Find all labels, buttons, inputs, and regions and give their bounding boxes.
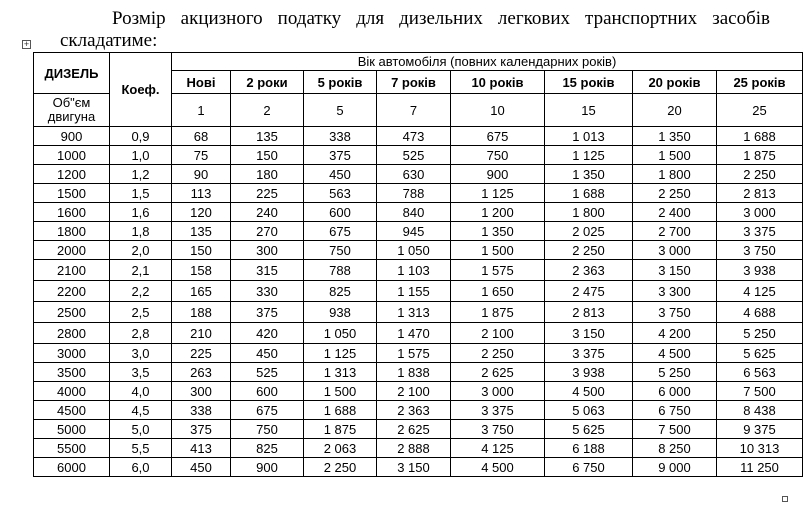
age-number-header: 1 — [172, 94, 231, 127]
tax-value-cell: 1 800 — [545, 203, 633, 222]
tax-value-cell: 300 — [172, 382, 231, 401]
tax-value-cell: 1 313 — [377, 302, 451, 323]
age-number-header: 2 — [231, 94, 304, 127]
age-label-header: 25 років — [717, 71, 803, 94]
tax-value-cell: 825 — [304, 281, 377, 302]
engine-volume-cell: 4500 — [34, 401, 110, 420]
tax-value-cell: 1 575 — [377, 344, 451, 363]
tax-value-cell: 188 — [172, 302, 231, 323]
tax-value-cell: 3 150 — [377, 458, 451, 477]
tax-value-cell: 2 363 — [377, 401, 451, 420]
tax-value-cell: 600 — [231, 382, 304, 401]
tax-value-cell: 420 — [231, 323, 304, 344]
tax-value-cell: 525 — [231, 363, 304, 382]
table-resize-handle-icon[interactable] — [782, 496, 788, 502]
tax-value-cell: 1 050 — [304, 323, 377, 344]
tax-value-cell: 900 — [451, 165, 545, 184]
table-row — [34, 382, 803, 401]
tax-value-cell: 900 — [231, 458, 304, 477]
tax-value-cell: 1 155 — [377, 281, 451, 302]
tax-value-cell: 3 750 — [451, 420, 545, 439]
tax-value-cell: 1 103 — [377, 260, 451, 281]
engine-volume-cell: 900 — [34, 127, 110, 146]
tax-value-cell: 4 125 — [717, 281, 803, 302]
tax-value-cell: 5 625 — [717, 344, 803, 363]
tax-value-cell: 2 100 — [451, 323, 545, 344]
tax-value-cell: 113 — [172, 184, 231, 203]
tax-value-cell: 6 750 — [545, 458, 633, 477]
tax-value-cell: 788 — [304, 260, 377, 281]
tax-value-cell: 75 — [172, 146, 231, 165]
tax-value-cell: 375 — [231, 302, 304, 323]
engine-volume-header: Об"єм двигуна — [34, 94, 110, 127]
tax-value-cell: 2 625 — [377, 420, 451, 439]
coefficient-header: Коеф. — [110, 53, 172, 127]
tax-value-cell: 68 — [172, 127, 231, 146]
tax-value-cell: 3 938 — [545, 363, 633, 382]
tax-value-cell: 4 688 — [717, 302, 803, 323]
vehicle-age-header: Вік автомобіля (повних календарних років) — [172, 53, 803, 71]
engine-volume-cell: 1600 — [34, 203, 110, 222]
table-row — [34, 439, 803, 458]
engine-volume-cell: 1800 — [34, 222, 110, 241]
tax-value-cell: 2 025 — [545, 222, 633, 241]
age-label-header: 15 років — [545, 71, 633, 94]
tax-value-cell: 2 250 — [633, 184, 717, 203]
tax-value-cell: 5 250 — [717, 323, 803, 344]
table-row — [34, 127, 803, 146]
tax-value-cell: 450 — [172, 458, 231, 477]
tax-value-cell: 1 838 — [377, 363, 451, 382]
tax-value-cell: 338 — [304, 127, 377, 146]
tax-value-cell: 1 200 — [451, 203, 545, 222]
tax-value-cell: 2 813 — [545, 302, 633, 323]
coefficient-cell: 1,5 — [110, 184, 172, 203]
tax-value-cell: 8 438 — [717, 401, 803, 420]
table-row — [34, 184, 803, 203]
tax-value-cell: 2 888 — [377, 439, 451, 458]
tax-value-cell: 1 688 — [717, 127, 803, 146]
coefficient-cell: 1,0 — [110, 146, 172, 165]
tax-value-cell: 135 — [231, 127, 304, 146]
tax-value-cell: 3 375 — [451, 401, 545, 420]
tax-value-cell: 1 875 — [451, 302, 545, 323]
coefficient-cell: 3,5 — [110, 363, 172, 382]
engine-volume-cell: 1200 — [34, 165, 110, 184]
tax-value-cell: 600 — [304, 203, 377, 222]
tax-value-cell: 450 — [231, 344, 304, 363]
age-number-header: 25 — [717, 94, 803, 127]
engine-volume-cell: 5500 — [34, 439, 110, 458]
tax-value-cell: 3 375 — [717, 222, 803, 241]
tax-value-cell: 1 350 — [451, 222, 545, 241]
age-label-header: 20 років — [633, 71, 717, 94]
tax-value-cell: 5 063 — [545, 401, 633, 420]
table-move-handle-icon[interactable]: + — [23, 39, 30, 49]
tax-value-cell: 6 188 — [545, 439, 633, 458]
tax-value-cell: 1 125 — [545, 146, 633, 165]
engine-volume-cell: 2200 — [34, 281, 110, 302]
engine-volume-cell: 6000 — [34, 458, 110, 477]
fuel-type-header: ДИЗЕЛЬ — [34, 53, 110, 94]
coefficient-cell: 2,0 — [110, 241, 172, 260]
excise-tax-table — [33, 52, 803, 477]
table-row — [34, 401, 803, 420]
age-label-header: 2 роки — [231, 71, 304, 94]
tax-value-cell: 1 500 — [633, 146, 717, 165]
age-label-header: 5 років — [304, 71, 377, 94]
tax-value-cell: 7 500 — [633, 420, 717, 439]
tax-value-cell: 1 688 — [545, 184, 633, 203]
tax-value-cell: 135 — [172, 222, 231, 241]
tax-value-cell: 3 000 — [717, 203, 803, 222]
table-row — [34, 302, 803, 323]
tax-value-cell: 2 700 — [633, 222, 717, 241]
table-row — [34, 203, 803, 222]
tax-value-cell: 675 — [304, 222, 377, 241]
engine-volume-cell: 1500 — [34, 184, 110, 203]
tax-value-cell: 825 — [231, 439, 304, 458]
coefficient-cell: 2,5 — [110, 302, 172, 323]
tax-value-cell: 525 — [377, 146, 451, 165]
coefficient-cell: 2,2 — [110, 281, 172, 302]
tax-value-cell: 375 — [172, 420, 231, 439]
tax-value-cell: 938 — [304, 302, 377, 323]
tax-value-cell: 225 — [172, 344, 231, 363]
tax-value-cell: 1 125 — [304, 344, 377, 363]
tax-value-cell: 1 800 — [633, 165, 717, 184]
tax-value-cell: 1 500 — [451, 241, 545, 260]
tax-value-cell: 2 813 — [717, 184, 803, 203]
table-row — [34, 323, 803, 344]
age-label-header: 7 років — [377, 71, 451, 94]
tax-value-cell: 473 — [377, 127, 451, 146]
table-row — [34, 241, 803, 260]
tax-value-cell: 90 — [172, 165, 231, 184]
table-row — [34, 222, 803, 241]
tax-value-cell: 3 150 — [545, 323, 633, 344]
tax-value-cell: 150 — [172, 241, 231, 260]
tax-value-cell: 300 — [231, 241, 304, 260]
tax-value-cell: 4 125 — [451, 439, 545, 458]
age-number-header: 20 — [633, 94, 717, 127]
tax-value-cell: 3 300 — [633, 281, 717, 302]
engine-volume-cell: 5000 — [34, 420, 110, 439]
table-row — [34, 420, 803, 439]
document-heading: Розмір акцизного податку для дизельних легкових транспортних засобів складатиме: — [60, 8, 770, 51]
table-row — [34, 363, 803, 382]
tax-value-cell: 788 — [377, 184, 451, 203]
tax-value-cell: 1 575 — [451, 260, 545, 281]
coefficient-cell: 1,8 — [110, 222, 172, 241]
tax-value-cell: 1 313 — [304, 363, 377, 382]
tax-value-cell: 1 350 — [545, 165, 633, 184]
tax-value-cell: 1 650 — [451, 281, 545, 302]
tax-value-cell: 3 750 — [717, 241, 803, 260]
coefficient-cell: 2,1 — [110, 260, 172, 281]
tax-value-cell: 8 250 — [633, 439, 717, 458]
tax-value-cell: 158 — [172, 260, 231, 281]
tax-value-cell: 210 — [172, 323, 231, 344]
tax-value-cell: 11 250 — [717, 458, 803, 477]
tax-value-cell: 6 750 — [633, 401, 717, 420]
tax-value-cell: 2 250 — [717, 165, 803, 184]
tax-value-cell: 225 — [231, 184, 304, 203]
table-row — [34, 165, 803, 184]
tax-value-cell: 3 375 — [545, 344, 633, 363]
coefficient-cell: 3,0 — [110, 344, 172, 363]
tax-value-cell: 2 363 — [545, 260, 633, 281]
tax-value-cell: 1 500 — [304, 382, 377, 401]
tax-value-cell: 4 500 — [633, 344, 717, 363]
coefficient-cell: 4,5 — [110, 401, 172, 420]
age-number-header: 7 — [377, 94, 451, 127]
tax-value-cell: 2 100 — [377, 382, 451, 401]
tax-value-cell: 1 350 — [633, 127, 717, 146]
tax-value-cell: 9 375 — [717, 420, 803, 439]
tax-value-cell: 750 — [304, 241, 377, 260]
tax-value-cell: 840 — [377, 203, 451, 222]
engine-volume-cell: 4000 — [34, 382, 110, 401]
table-row — [34, 281, 803, 302]
tax-value-cell: 413 — [172, 439, 231, 458]
table-row — [34, 344, 803, 363]
tax-value-cell: 1 013 — [545, 127, 633, 146]
tax-value-cell: 5 250 — [633, 363, 717, 382]
tax-value-cell: 5 625 — [545, 420, 633, 439]
tax-value-cell: 4 500 — [451, 458, 545, 477]
tax-value-cell: 150 — [231, 146, 304, 165]
tax-value-cell: 375 — [304, 146, 377, 165]
table-row — [34, 146, 803, 165]
tax-value-cell: 2 250 — [545, 241, 633, 260]
tax-value-cell: 750 — [451, 146, 545, 165]
tax-value-cell: 120 — [172, 203, 231, 222]
tax-value-cell: 2 250 — [304, 458, 377, 477]
tax-value-cell: 945 — [377, 222, 451, 241]
coefficient-cell: 6,0 — [110, 458, 172, 477]
tax-value-cell: 165 — [172, 281, 231, 302]
tax-value-cell: 563 — [304, 184, 377, 203]
tax-value-cell: 9 000 — [633, 458, 717, 477]
age-label-header: Нові — [172, 71, 231, 94]
coefficient-cell: 1,2 — [110, 165, 172, 184]
engine-volume-cell: 2500 — [34, 302, 110, 323]
tax-value-cell: 315 — [231, 260, 304, 281]
tax-value-cell: 4 500 — [545, 382, 633, 401]
age-number-header: 10 — [451, 94, 545, 127]
tax-value-cell: 2 475 — [545, 281, 633, 302]
tax-value-cell: 3 000 — [633, 241, 717, 260]
coefficient-cell: 5,0 — [110, 420, 172, 439]
tax-value-cell: 450 — [304, 165, 377, 184]
engine-volume-cell: 3500 — [34, 363, 110, 382]
tax-value-cell: 3 750 — [633, 302, 717, 323]
tax-value-cell: 330 — [231, 281, 304, 302]
table-row — [34, 458, 803, 477]
tax-value-cell: 1 688 — [304, 401, 377, 420]
tax-value-cell: 3 938 — [717, 260, 803, 281]
tax-value-cell: 240 — [231, 203, 304, 222]
tax-value-cell: 675 — [451, 127, 545, 146]
tax-value-cell: 675 — [231, 401, 304, 420]
tax-value-cell: 7 500 — [717, 382, 803, 401]
tax-value-cell: 263 — [172, 363, 231, 382]
coefficient-cell: 4,0 — [110, 382, 172, 401]
tax-value-cell: 630 — [377, 165, 451, 184]
table-row — [34, 260, 803, 281]
age-number-header: 5 — [304, 94, 377, 127]
engine-volume-cell: 3000 — [34, 344, 110, 363]
tax-value-cell: 1 875 — [304, 420, 377, 439]
tax-value-cell: 6 000 — [633, 382, 717, 401]
tax-value-cell: 270 — [231, 222, 304, 241]
tax-value-cell: 2 250 — [451, 344, 545, 363]
coefficient-cell: 5,5 — [110, 439, 172, 458]
engine-volume-cell: 2000 — [34, 241, 110, 260]
tax-value-cell: 4 200 — [633, 323, 717, 344]
tax-value-cell: 3 150 — [633, 260, 717, 281]
coefficient-cell: 1,6 — [110, 203, 172, 222]
tax-value-cell: 1 050 — [377, 241, 451, 260]
tax-value-cell: 2 400 — [633, 203, 717, 222]
tax-value-cell: 3 000 — [451, 382, 545, 401]
tax-value-cell: 6 563 — [717, 363, 803, 382]
tax-value-cell: 10 313 — [717, 439, 803, 458]
tax-value-cell: 750 — [231, 420, 304, 439]
tax-value-cell: 1 125 — [451, 184, 545, 203]
tax-value-cell: 2 625 — [451, 363, 545, 382]
age-label-header: 10 років — [451, 71, 545, 94]
engine-volume-cell: 1000 — [34, 146, 110, 165]
age-number-header: 15 — [545, 94, 633, 127]
tax-value-cell: 1 470 — [377, 323, 451, 344]
engine-volume-cell: 2100 — [34, 260, 110, 281]
tax-value-cell: 2 063 — [304, 439, 377, 458]
tax-value-cell: 180 — [231, 165, 304, 184]
engine-volume-cell: 2800 — [34, 323, 110, 344]
tax-value-cell: 338 — [172, 401, 231, 420]
coefficient-cell: 0,9 — [110, 127, 172, 146]
coefficient-cell: 2,8 — [110, 323, 172, 344]
tax-value-cell: 1 875 — [717, 146, 803, 165]
